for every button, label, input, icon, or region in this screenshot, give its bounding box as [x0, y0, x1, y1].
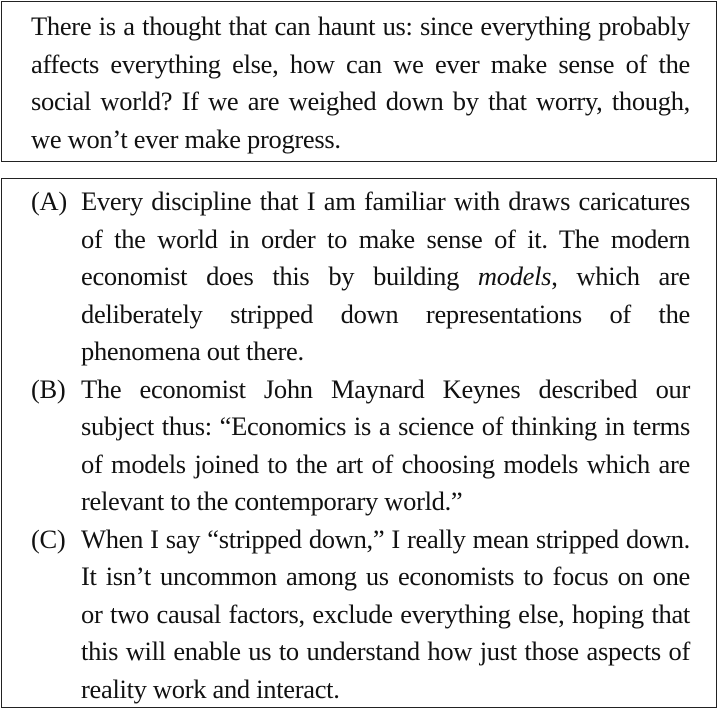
option-c-letter: (C): [31, 523, 66, 554]
option-a-text: [81, 183, 690, 371]
option-a-letter: (A): [31, 186, 67, 216]
option-b-letter: (B): [31, 373, 66, 404]
option-a-text-after: , which are deliberately stripped down representations of the phenomena out there.: [81, 261, 690, 366]
option-a-text-before: Every discipline that I am familiar with draws caricatures of the world in order to make sense of it. The modern economist does this by building: [81, 186, 690, 291]
options-box: [1, 178, 717, 708]
option-b-text: The economist John Maynard Keynes described our subject thus: “Economics is a science of thinking in terms of models joined to the art of choosing models which are relevant to the contemporary world.”: [81, 373, 690, 516]
option-a: [31, 183, 690, 371]
intro-passage-box: [1, 1, 717, 162]
option-c: [31, 521, 690, 709]
intro-passage-text: There is a thought that can haunt us: since everything probably affects everything else, how can we ever make sense of the social world? If we are weighed down by that worry, though, we won’t ever make progress.: [31, 11, 690, 154]
option-b: [31, 371, 690, 521]
option-a-italic-term: models: [477, 261, 552, 291]
option-c-text: When I say “stripped down,” I really mean stripped down. It isn’t uncommon among us economists to focus on one or two causal factors, exclude everything else, hoping that this will enable us to understand how just those aspects of reality work and interact.: [81, 523, 690, 704]
